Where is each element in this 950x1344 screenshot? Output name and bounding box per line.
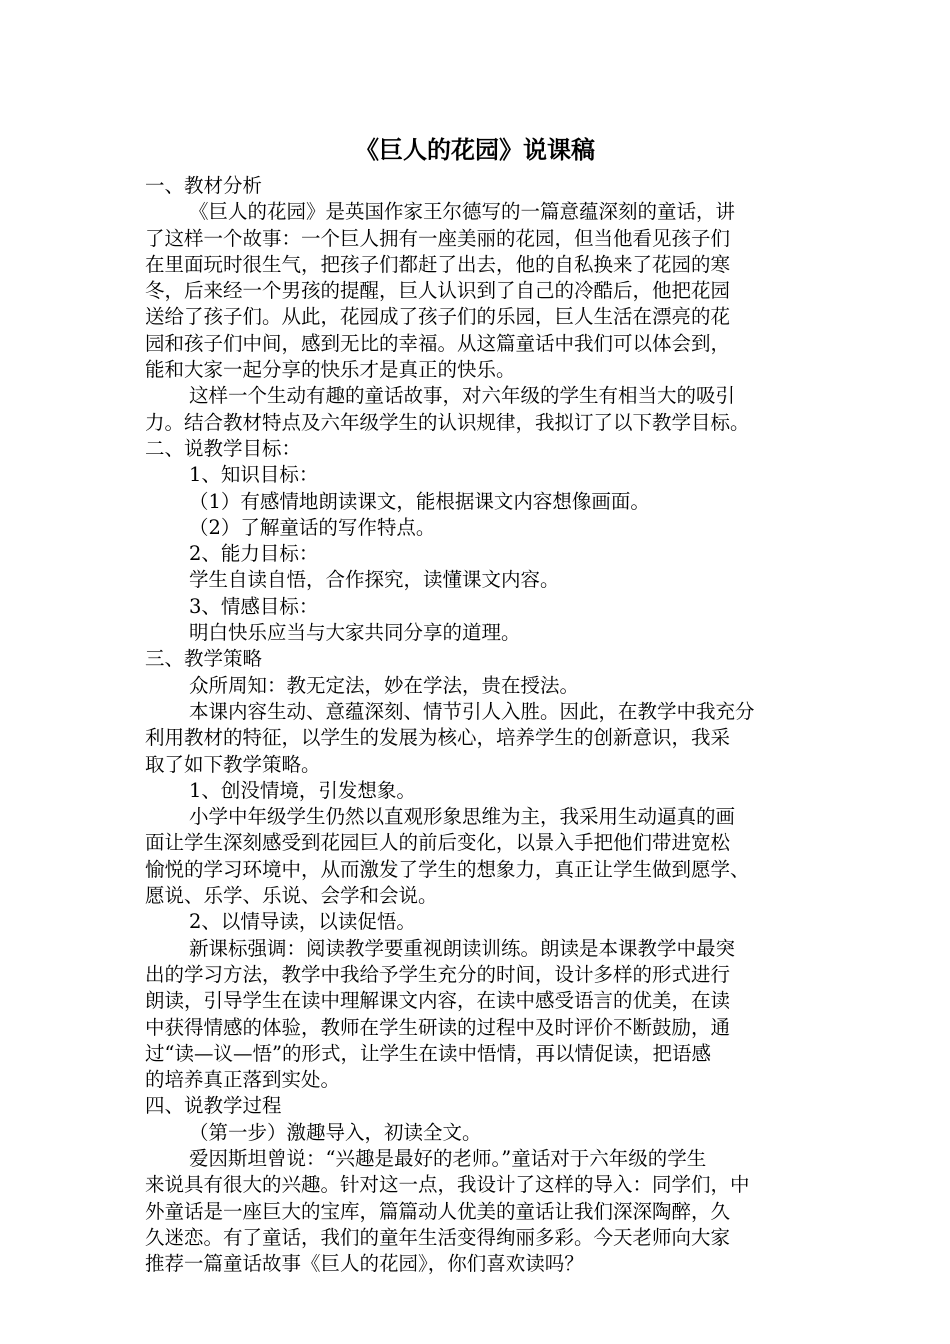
text-line: 愿说、乐学、乐说、会学和会说。	[145, 884, 438, 908]
text-line: 推荐一篇童话故事《巨人的花园》，你们喜欢读吗？	[145, 1252, 584, 1276]
text-line: 送给了孩子们。从此，花园成了孩子们的乐园，巨人生活在漂亮的花	[145, 305, 731, 329]
text-line: 利用教材的特征，以学生的发展为核心，培养学生的创新意识，我采	[145, 726, 731, 750]
text-line: 取了如下教学策略。	[145, 752, 321, 776]
text-line: 小学中年级学生仍然以直观形象思维为主，我采用生动逼真的画	[189, 805, 736, 829]
text-line: 了这样一个故事：一个巨人拥有一座美丽的花园，但当他看见孩子们	[145, 226, 731, 250]
text-line: 1、知识目标：	[189, 463, 319, 487]
text-line: 来说具有很大的兴趣。针对这一点，我设计了这样的导入：同学们，中	[145, 1173, 750, 1197]
text-line: 能和大家一起分享的快乐才是真正的快乐。	[145, 358, 516, 382]
text-line: 园和孩子们中间，感到无比的幸福。从这篇童话中我们可以体会到，	[145, 331, 731, 355]
text-line: 2、以情导读，以读促悟。	[189, 910, 416, 934]
text-line: 三、教学策略	[145, 647, 263, 671]
text-line: （2）了解童话的写作特点。	[189, 515, 436, 539]
text-line: 面让学生深刻感受到花园巨人的前后变化，以景入手把他们带进宽松	[145, 831, 731, 855]
text-line: 2、能力目标：	[189, 542, 319, 566]
text-line: 久迷恋。有了童话，我们的童年生活变得绚丽多彩。今天老师向大家	[145, 1225, 731, 1249]
text-line: 四、说教学过程	[145, 1094, 282, 1118]
text-line: 爱因斯坦曾说：“兴趣是最好的老师。”童话对于六年级的学生	[189, 1146, 707, 1170]
text-line: 过“读—议—悟”的形式，让学生在读中悟情，再以情促读，把语感	[145, 1041, 711, 1065]
text-line: 在里面玩时很生气，把孩子们都赶了出去，他的自私换来了花园的寒	[145, 252, 731, 276]
document-body	[145, 173, 825, 1277]
text-line: 的培养真正落到实处。	[145, 1068, 341, 1092]
text-line: 中获得情感的体验，教师在学生研读的过程中及时评价不断鼓励，通	[145, 1015, 731, 1039]
text-line: 本课内容生动、意蕴深刻、情节引人入胜。因此，在教学中我充分	[189, 699, 755, 723]
text-line: 新课标强调：阅读教学要重视朗读训练。朗读是本课教学中最突	[189, 936, 736, 960]
text-line: （1）有感情地朗读课文，能根据课文内容想像画面。	[189, 489, 650, 513]
text-line: 明白快乐应当与大家共同分享的道理。	[189, 621, 521, 645]
text-line: （第一步）激趣导入，初读全文。	[189, 1120, 482, 1144]
text-line: 众所周知：教无定法，妙在学法，贵在授法。	[189, 673, 580, 697]
text-line: 学生自读自悟，合作探究，读懂课文内容。	[189, 568, 560, 592]
text-line: 愉悦的学习环境中，从而激发了学生的想象力，真正让学生做到愿学、	[145, 857, 750, 881]
text-line: 《巨人的花园》是英国作家王尔德写的一篇意蕴深刻的童话，讲	[189, 200, 736, 224]
text-line: 这样一个生动有趣的童话故事，对六年级的学生有相当大的吸引	[189, 384, 736, 408]
text-line: 二、说教学目标：	[145, 436, 302, 460]
text-line: 一、教材分析	[145, 174, 263, 197]
document-title: 《巨人的花园》说课稿	[355, 136, 595, 164]
text-line: 出的学习方法，教学中我给予学生充分的时间，设计多样的形式进行	[145, 962, 731, 986]
text-line: 朗读，引导学生在读中理解课文内容，在读中感受语言的优美，在读	[145, 989, 731, 1013]
text-line: 3、情感目标：	[189, 594, 319, 618]
text-line: 冬，后来经一个男孩的提醒，巨人认识到了自己的冷酷后，他把花园	[145, 279, 731, 303]
text-line: 1、创没情境，引发想象。	[189, 778, 416, 802]
text-line: 外童话是一座巨大的宝库，篇篇动人优美的童话让我们深深陶醉，久	[145, 1199, 731, 1223]
text-line: 力。结合教材特点及六年级学生的认识规律，我拟订了以下教学目标。	[145, 410, 750, 434]
